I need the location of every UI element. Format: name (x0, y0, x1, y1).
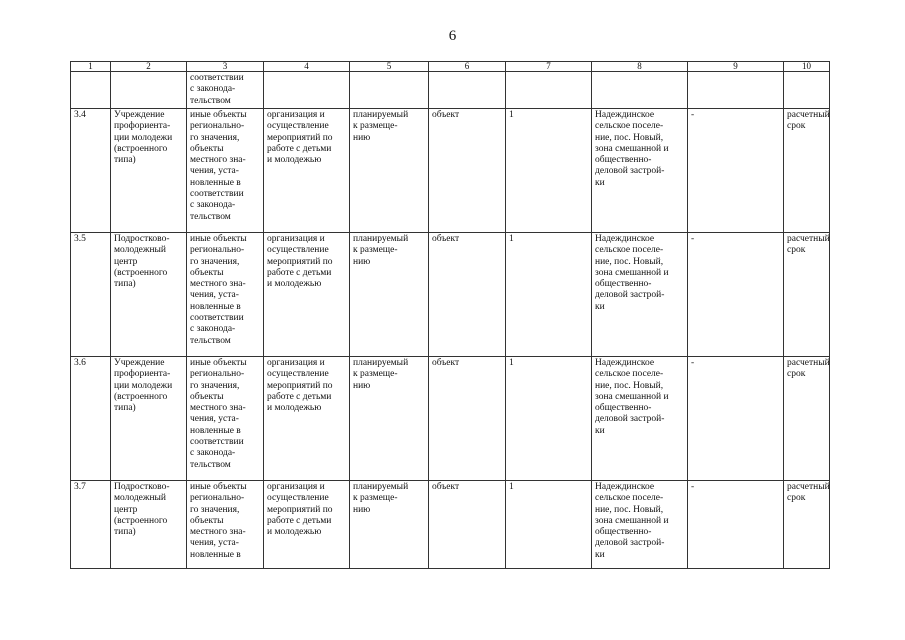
page-number: 6 (448, 28, 457, 44)
row-number: 3.5 (71, 233, 111, 357)
table-cell (429, 72, 506, 109)
object-type: иные объекты регионально- го значения, объекты местного зна- чения, уста- новленные в (187, 481, 264, 569)
term: расчетный срок (784, 109, 830, 233)
object-name: Учреждение профориента- ции молодежи (встроенного типа) (111, 109, 187, 233)
header-row (71, 62, 830, 72)
table-row (71, 481, 830, 569)
object-name: Подростково- молодежный центр (встроенного типа) (111, 233, 187, 357)
col-header: 8 (592, 62, 688, 72)
row-number: 3.4 (71, 109, 111, 233)
zone-note: - (688, 481, 784, 569)
term: расчетный срок (784, 481, 830, 569)
table-cell (111, 72, 187, 109)
unit: объект (429, 481, 506, 569)
object-status: планируемый к размеще- нию (350, 109, 429, 233)
object-purpose: организация и осуществление мероприятий по работе с детьми и молодежью (264, 481, 350, 569)
row-number: 3.7 (71, 481, 111, 569)
table-cell (784, 72, 830, 109)
table-cell (506, 72, 592, 109)
quantity: 1 (506, 357, 592, 481)
object-name: Подростково- молодежный центр (встроенного типа) (111, 481, 187, 569)
col-header: 10 (784, 62, 830, 72)
location: Надеждинское сельское поселе- ние, пос. Новый, зона смешанной и общественно- деловой застрой- ки (592, 109, 688, 233)
location: Надеждинское сельское поселе- ние, пос. Новый, зона смешанной и общественно- деловой застрой- ки (592, 233, 688, 357)
unit: объект (429, 233, 506, 357)
col-header: 7 (506, 62, 592, 72)
quantity: 1 (506, 481, 592, 569)
zone-note: - (688, 233, 784, 357)
object-status: планируемый к размеще- нию (350, 481, 429, 569)
quantity: 1 (506, 109, 592, 233)
object-type: иные объекты регионально- го значения, объекты местного зна- чения, уста- новленные в соответствии с законода- тельством (187, 109, 264, 233)
object-type: иные объекты регионально- го значения, объекты местного зна- чения, уста- новленные в соответствии с законода- тельством (187, 357, 264, 481)
col-header: 2 (111, 62, 187, 72)
object-status: планируемый к размеще- нию (350, 357, 429, 481)
unit: объект (429, 109, 506, 233)
object-purpose: организация и осуществление мероприятий по работе с детьми и молодежью (264, 233, 350, 357)
unit: объект (429, 357, 506, 481)
table-cell (688, 72, 784, 109)
term: расчетный срок (784, 233, 830, 357)
object-purpose: организация и осуществление мероприятий по работе с детьми и молодежью (264, 109, 350, 233)
object-name: Учреждение профориента- ции молодежи (встроенного типа) (111, 357, 187, 481)
planning-objects-table (70, 61, 830, 569)
table-cell (71, 72, 111, 109)
object-status: планируемый к размеще- нию (350, 233, 429, 357)
col-header: 9 (688, 62, 784, 72)
zone-note: - (688, 109, 784, 233)
table-row (71, 357, 830, 481)
object-purpose: организация и осуществление мероприятий по работе с детьми и молодежью (264, 357, 350, 481)
row-number: 3.6 (71, 357, 111, 481)
table-cell (592, 72, 688, 109)
table-cell: соответствии с законода- тельством (187, 72, 264, 109)
quantity: 1 (506, 233, 592, 357)
location: Надеждинское сельское поселе- ние, пос. Новый, зона смешанной и общественно- деловой застрой- ки (592, 481, 688, 569)
table-cell (350, 72, 429, 109)
table-row (71, 109, 830, 233)
col-header: 5 (350, 62, 429, 72)
col-header: 1 (71, 62, 111, 72)
continuation-row (71, 72, 830, 109)
location: Надеждинское сельское поселе- ние, пос. Новый, зона смешанной и общественно- деловой застрой- ки (592, 357, 688, 481)
term: расчетный срок (784, 357, 830, 481)
col-header: 3 (187, 62, 264, 72)
col-header: 4 (264, 62, 350, 72)
col-header: 6 (429, 62, 506, 72)
table-cell (264, 72, 350, 109)
zone-note: - (688, 357, 784, 481)
table-row (71, 233, 830, 357)
object-type: иные объекты регионально- го значения, объекты местного зна- чения, уста- новленные в соответствии с законода- тельством (187, 233, 264, 357)
